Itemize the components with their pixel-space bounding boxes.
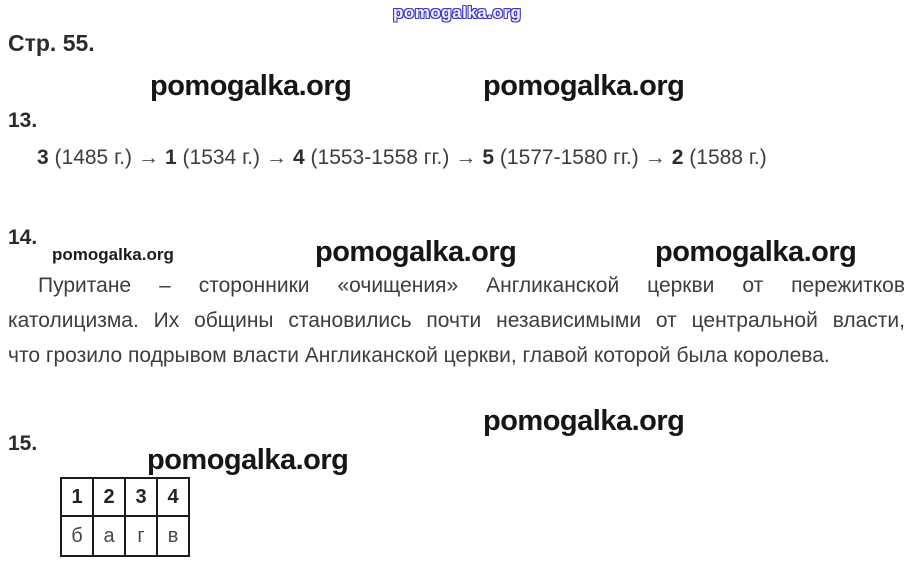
arrow-icon: →: [138, 146, 159, 169]
seq-item: [293, 146, 449, 169]
table-answer-cell: г: [125, 516, 157, 556]
seq-item: [672, 146, 767, 169]
paragraph-line: что грозило подрывом власти Англиканской церкви, главой которой была королева.: [8, 344, 830, 367]
seq-item: [482, 146, 638, 169]
watermark-row1-right: pomogalka.org: [483, 70, 685, 102]
paragraph-line: католицизма. Их общины становились почти независимыми от центральной власти,: [8, 309, 905, 332]
seq-num: 1: [165, 146, 177, 169]
page-title: Стр. 55.: [8, 30, 95, 56]
seq-item: [165, 146, 260, 169]
seq-item: [37, 146, 132, 169]
watermark-row2-right: pomogalka.org: [655, 236, 857, 268]
seq-num: 2: [671, 146, 684, 169]
watermark-row4: pomogalka.org: [147, 444, 349, 476]
arrow-icon: →: [644, 146, 666, 169]
seq-date: (1485 г.): [54, 146, 132, 169]
seq-num: 4: [293, 146, 305, 169]
paragraph-line: Пуритане – сторонники «очищения» Англиканской церкви от пережитков: [38, 274, 905, 297]
watermark-small: pomogalka.org: [52, 245, 174, 264]
table-header-cell: 2: [93, 478, 125, 516]
section-15-number: 15.: [8, 432, 38, 455]
table-answer-cell: б: [61, 516, 93, 556]
table-answer-cell: в: [157, 516, 189, 556]
table-answer-cell: а: [93, 516, 125, 556]
watermark-row3: pomogalka.org: [483, 405, 685, 437]
seq-date: (1553-1558 гг.): [310, 146, 450, 169]
section-15-answer-table: [60, 477, 190, 557]
arrow-icon: →: [266, 146, 287, 169]
seq-num: 5: [482, 146, 495, 169]
section-13-sequence: [37, 146, 767, 170]
table-header-row: [61, 478, 189, 516]
table-header-cell: 3: [125, 478, 157, 516]
section-14-number: 14.: [8, 226, 38, 249]
watermark-row2-center: pomogalka.org: [315, 236, 517, 268]
section-13-number: 13.: [8, 109, 38, 132]
watermark-top-outline: pomogalka.org: [393, 3, 522, 22]
table-answer-row: [61, 516, 189, 556]
arrow-icon: →: [455, 146, 477, 169]
table-header-cell: 1: [61, 478, 93, 516]
seq-num: 3: [37, 146, 49, 169]
table-header-cell: 4: [157, 478, 189, 516]
watermark-row1-left: pomogalka.org: [150, 70, 352, 102]
seq-date: (1588 г.): [689, 146, 767, 169]
seq-date: (1577-1580 гг.): [499, 146, 639, 169]
seq-date: (1534 г.): [182, 146, 260, 169]
section-14-paragraph: [8, 268, 905, 373]
